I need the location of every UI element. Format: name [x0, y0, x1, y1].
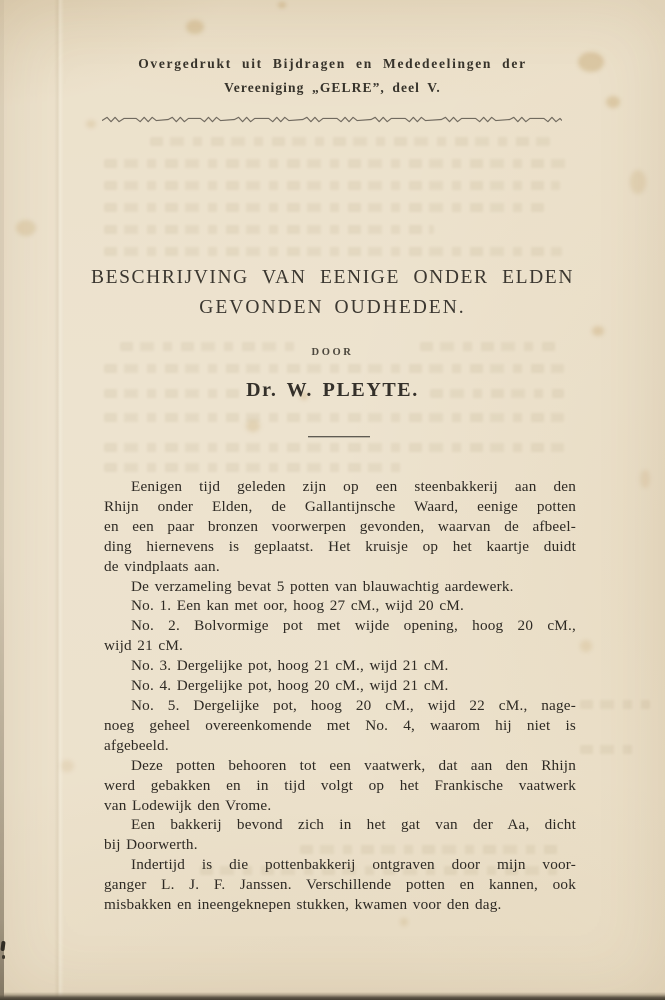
- paragraph: [104, 616, 576, 656]
- body-line: Indertijd is die pottenbakkerij ontgraven door mijn voor-: [131, 856, 576, 874]
- body-line: Een bakkerij bevond zich in het gat van der Aa, dicht: [131, 816, 576, 834]
- foxing-spot: [630, 170, 646, 194]
- foxing-spot: [16, 220, 36, 236]
- paragraph: [104, 676, 576, 696]
- bleedthrough-ghost: [104, 463, 404, 472]
- bleedthrough-ghost: [104, 181, 560, 190]
- bleedthrough-ghost: [104, 413, 564, 422]
- article-title: [0, 267, 665, 319]
- body-line: van Lodewijk den Vrome.: [104, 796, 272, 814]
- body-line: No. 1. Een kan met oor, hoog 27 cM., wijd 20 cM.: [131, 597, 464, 615]
- body-line: de vindplaats aan.: [104, 557, 220, 575]
- body-line: Deze potten behooren tot een vaatwerk, dat aan den Rhijn: [131, 756, 576, 774]
- binding-stitch-mark: [0, 941, 5, 951]
- bleedthrough-ghost: [104, 159, 566, 168]
- foxing-spot: [186, 20, 204, 34]
- body-line: ding hiernevens is geplaatst. Het kruisje op het kaartje duidt: [104, 537, 576, 555]
- body-line: wijd 21 cM.: [104, 637, 184, 655]
- body-line: noeg geheel overeenkomende met No. 4, waarom hij niet is: [104, 716, 576, 734]
- body-line: afgebeeld.: [104, 736, 169, 754]
- paragraph: [104, 656, 576, 676]
- paragraph: [104, 477, 576, 577]
- body-line: De verzameling bevat 5 potten van blauwachtig aardewerk.: [131, 577, 514, 595]
- foxing-spot: [278, 2, 286, 8]
- bleedthrough-ghost: [104, 203, 544, 212]
- imprint-header: [0, 56, 665, 96]
- paragraph: [104, 855, 576, 915]
- title-line-2: GEVONDEN OUDHEDEN.: [199, 297, 466, 318]
- imprint-line-1: Overgedrukt uit Bijdragen en Mededeelingen der: [138, 56, 527, 71]
- page-bottom-edge: [0, 992, 665, 1000]
- bleedthrough-ghost: [580, 700, 650, 709]
- body-line: Rhijn onder Elden, de Gallantijnsche Waard, eenige potten: [104, 497, 576, 515]
- paragraph: [104, 596, 576, 616]
- page-left-edge: [0, 0, 4, 1000]
- body-line: ganger L. J. F. Janssen. Verschillende potten en kannen, ook: [104, 876, 576, 894]
- author-name: Dr. W. PLEYTE.: [246, 379, 419, 401]
- foxing-spot: [86, 120, 96, 128]
- body-line: No. 2. Bolvormige pot met wijde opening, hoog 20 cM.,: [131, 617, 576, 635]
- foxing-spot: [580, 640, 592, 652]
- foxing-spot: [400, 918, 408, 926]
- body-line: Eenigen tijd geleden zijn op een steenbakkerij aan den: [131, 478, 576, 495]
- binding-crease: [54, 0, 64, 1000]
- imprint-line-2: Vereeniging „GELRE”, deel V.: [224, 80, 441, 95]
- body-line: werd gebakken en in tijd volgt op het Frankische vaatwerk: [104, 776, 576, 794]
- foxing-spot: [246, 420, 260, 432]
- bleedthrough-ghost: [104, 364, 564, 373]
- body-line: No. 5. Dergelijke pot, hoog 20 cM., wijd 22 cM., nage-: [131, 696, 576, 714]
- body-line: misbakken en ineengeknepen stukken, kwamen voor den dag.: [104, 896, 502, 914]
- body-line: en een paar bronzen voorwerpen gevonden, waarvan de afbeel-: [104, 517, 576, 535]
- body-line: No. 3. Dergelijke pot, hoog 21 cM., wijd 21 cM.: [131, 657, 449, 675]
- body-text: [104, 477, 576, 915]
- bleedthrough-ghost: [104, 247, 562, 256]
- bleedthrough-ghost: [150, 137, 550, 146]
- paragraph: [104, 815, 576, 855]
- body-line: No. 4. Dergelijke pot, hoog 20 cM., wijd 21 cM.: [131, 677, 449, 695]
- bleedthrough-ghost: [104, 443, 564, 452]
- binding-stitch-mark: [2, 955, 5, 959]
- foxing-spot: [592, 326, 604, 336]
- squiggle-divider-icon: [102, 113, 562, 126]
- paragraph: [104, 696, 576, 756]
- paragraph: [104, 756, 576, 816]
- paragraph: [104, 577, 576, 597]
- byline-door-label: DOOR: [311, 347, 354, 358]
- title-line-1: BESCHRIJVING VAN EENIGE ONDER ELDEN: [90, 267, 575, 288]
- body-line: bij Doorwerth.: [104, 836, 198, 854]
- bleedthrough-ghost: [580, 745, 640, 754]
- bleedthrough-ghost: [104, 225, 434, 234]
- title-rule-divider: [308, 436, 370, 437]
- foxing-spot: [640, 470, 650, 488]
- foxing-spot: [606, 96, 620, 108]
